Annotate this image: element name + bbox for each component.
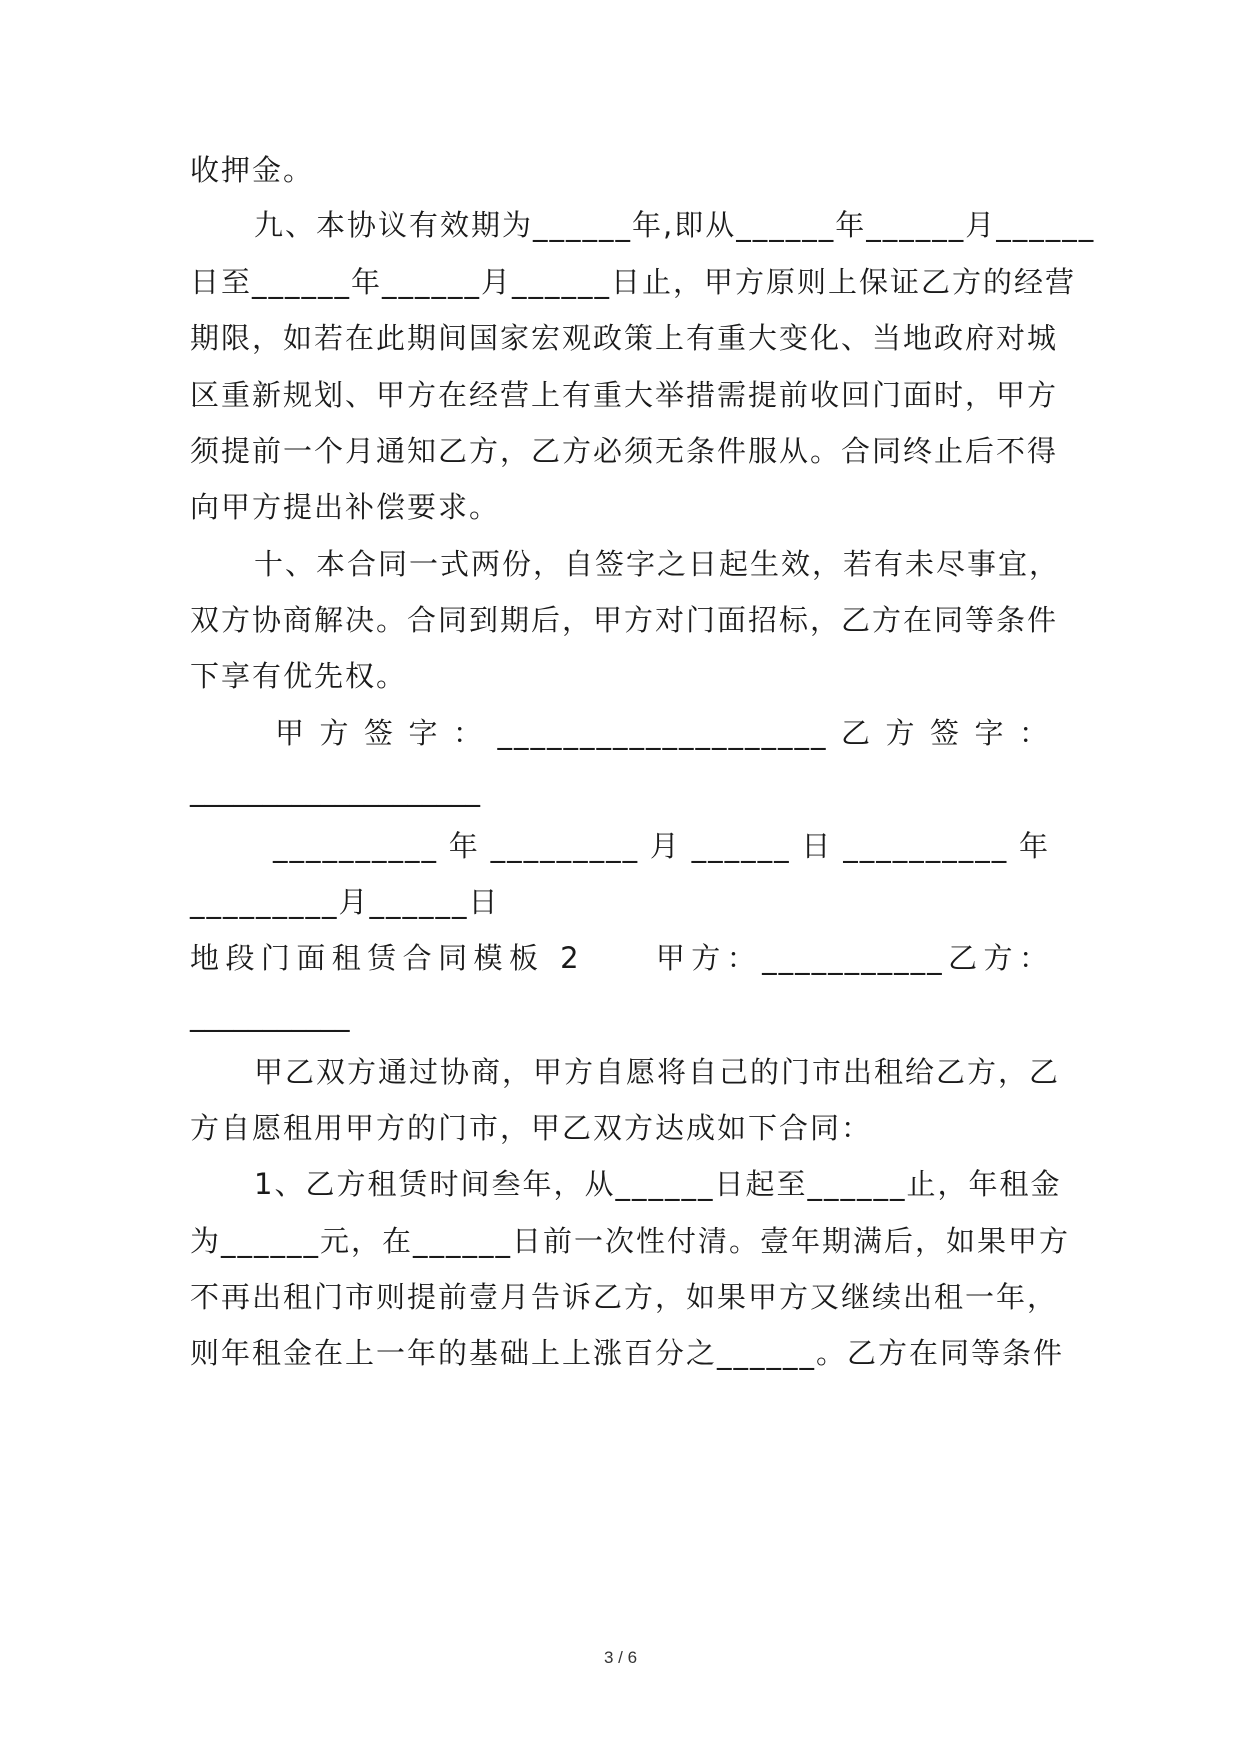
text-line: 十、本合同一式两份，自签字之日起生效，若有未尽事宜， (254, 547, 1061, 581)
signature-blank: ____________________ (190, 773, 480, 807)
text-line: 须提前一个月通知乙方，乙方必须无条件服从。合同终止后不得 (190, 434, 1059, 468)
date-line: _________月______日 (190, 885, 500, 919)
text-line: 双方协商解决。合同到期后，甲方对门面招标，乙方在同等条件 (190, 603, 1059, 637)
party-blank: ___________ (190, 998, 350, 1032)
text-line: 收押金。 (190, 153, 315, 187)
text-line: 日至______年______月______日止，甲方原则上保证乙方的经营 (190, 265, 1077, 299)
signature-line: 甲方签字：____________________乙方签字： (275, 716, 1050, 750)
text-line: 则年租金在上一年的基础上上涨百分之______。乙方在同等条件 (190, 1336, 1065, 1370)
text-line: 为______元，在______日前一次性付清。壹年期满后，如果甲方 (190, 1224, 1071, 1258)
text-line: 九、本协议有效期为______年,即从______年______月______ (254, 208, 1096, 242)
date-line: __________年_________月______日__________年 (273, 829, 1050, 863)
text-line: 1、乙方租赁时间叁年，从______日起至______止，年租金 (254, 1167, 1062, 1201)
heading-line: 地段门面租赁合同模板 2 甲方：___________乙方： (190, 941, 1050, 975)
text-line: 不再出租门市则提前壹月告诉乙方，如果甲方又继续出租一年， (190, 1280, 1059, 1314)
text-line: 区重新规划、甲方在经营上有重大举措需提前收回门面时，甲方 (190, 378, 1059, 412)
text-line: 甲乙双方通过协商，甲方自愿将自己的门市出租给乙方，乙 (254, 1055, 1061, 1089)
text-line: 方自愿租用甲方的门市，甲乙双方达成如下合同： (190, 1111, 873, 1145)
page-number: 3 / 6 (603, 1648, 638, 1667)
text-line: 下享有优先权。 (190, 659, 408, 693)
text-line: 期限，如若在此期间国家宏观政策上有重大变化、当地政府对城 (190, 321, 1059, 355)
text-line: 向甲方提出补偿要求。 (190, 490, 501, 524)
